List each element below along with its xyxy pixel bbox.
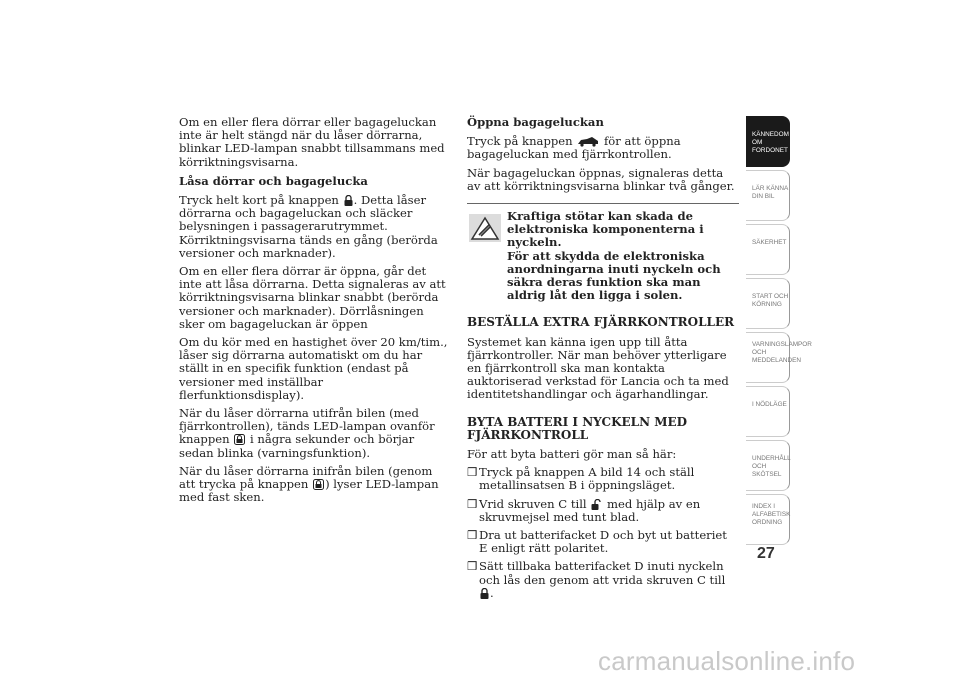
list-item: ❒ Tryck på knappen A bild 14 och ställ metallinsatsen B i öppningsläget.: [467, 465, 695, 493]
tab-sakerhet[interactable]: SÄKERHET: [746, 224, 790, 275]
section-heading: BYTA BATTERI I NYCKELN MED FJÄRRKONTROLL: [467, 414, 688, 442]
paragraph: När du låser dörrarna inifrån bilen (genom att trycka på knappen ) lyser LED-lampan med fast sken.: [179, 463, 439, 505]
paragraph: För att byta batteri gör man så här:: [467, 447, 677, 462]
list-item: ❒ Dra ut batterifacket D och byt ut batteriet E enligt rätt polaritet.: [467, 528, 727, 556]
tab-i-nodlage[interactable]: I NÖDLÄGE: [746, 386, 790, 437]
left-column: [179, 116, 451, 509]
watermark: carmanualsonline.info: [598, 646, 856, 676]
list-item: ❒ Sätt tillbaka batterifacket D inuti nyckeln och lås den genom att vrida skruven C till .: [467, 559, 726, 600]
paragraph: Tryck på knappen för att öppna bagageluckan med fjärrkontrollen.: [467, 134, 681, 162]
tab-index[interactable]: INDEX I ALFABETISK ORDNING: [746, 494, 790, 545]
chapter-tabs: [746, 116, 812, 548]
paragraph: Om en eller flera dörrar eller bagageluckan inte är helt stängd när du låser dörrarna, blinkar LED-lampan snabbt tillsammans med körriktningsvisarna.: [179, 115, 445, 169]
warning-triangle-icon: [469, 214, 501, 242]
lock-icon: [344, 195, 353, 206]
paragraph: Om du kör med en hastighet över 20 km/tim., låser sig dörrarna automatiskt om du har ställt in en specifik funktion (endast på versioner med inställbar flerfunktionsdisplay).: [179, 335, 448, 402]
right-column: [467, 116, 739, 605]
paragraph: Systemet kan känna igen upp till åtta fjärrkontroller. När man behöver ytterligare en fjärrkontroll ska man kontakta auktoriserad verkstad för Lancia och ta med identitetshandlingar och ägarhandlingar.: [467, 334, 729, 402]
warning-text: För att skydda de elektroniska anordningarna inuti nyckeln och säkra deras funktion ska man aldrig låt den ligga i solen.: [507, 248, 721, 303]
bullet-mark: ❒: [467, 496, 478, 511]
list-item: ❒ Vrid skruven C till med hjälp av en skruvmejsel med tunt blad.: [467, 496, 701, 524]
lock-button-icon: [234, 434, 245, 445]
bullet-mark: ❒: [467, 528, 478, 543]
bullet-mark: ❒: [467, 559, 478, 574]
bullet-mark: ❒: [467, 465, 478, 480]
tab-start-och-korning[interactable]: START OCH KÖRNING: [746, 278, 790, 329]
paragraph: Om en eller flera dörrar är öppna, går det inte att låsa dörrarna. Detta signaleras av att körriktningsvisarna blinkar snabbt (berörda versioner och marknader). Dörrlåsningen sker om bagageluckan är öppen: [179, 264, 446, 331]
tab-lar-kanna-din-bil[interactable]: LÄR KÄNNA DIN BIL: [746, 170, 790, 221]
car-trunk-icon: [577, 136, 599, 147]
lock-button-icon: [313, 479, 324, 490]
paragraph: När bagageluckan öppnas, signaleras detta av att körriktningsvisarna blinkar två gånger.: [467, 165, 735, 193]
section-heading: Låsa dörrar och bagagelucka: [179, 173, 368, 188]
tab-underhall-och-skotsel[interactable]: UNDERHÅLL OCH SKÖTSEL: [746, 440, 790, 491]
tab-varningslampor[interactable]: VARNINGSLAMPOR OCH MEDDELANDEN: [746, 332, 790, 383]
paragraph: Tryck helt kort på knappen . Detta låser dörrarna och bagageluckan och släcker belysningen i passagerarutrymmet. Körriktningsvisarna tänds en gång (berörda versioner och marknader).: [179, 193, 438, 260]
paragraph: När du låser dörrarna utifrån bilen (med fjärrkontrollen), tänds LED-lampan ovanför knappen i några sekunder och börjar sedan blinka (varningsfunktion).: [179, 406, 435, 460]
lock-icon: [480, 588, 489, 599]
warning-box: [467, 203, 739, 302]
section-heading: BESTÄLLA EXTRA FJÄRRKONTROLLER: [467, 315, 735, 330]
section-heading: Öppna bagageluckan: [467, 115, 604, 129]
page-number: 27: [757, 545, 775, 562]
tab-kannedom-om-fordonet[interactable]: KÄNNEDOM OM FORDONET: [746, 116, 790, 167]
warning-text: Kraftiga stötar kan skada de elektroniska komponenterna i nyckeln.: [507, 209, 704, 250]
unlock-icon: [591, 499, 602, 510]
